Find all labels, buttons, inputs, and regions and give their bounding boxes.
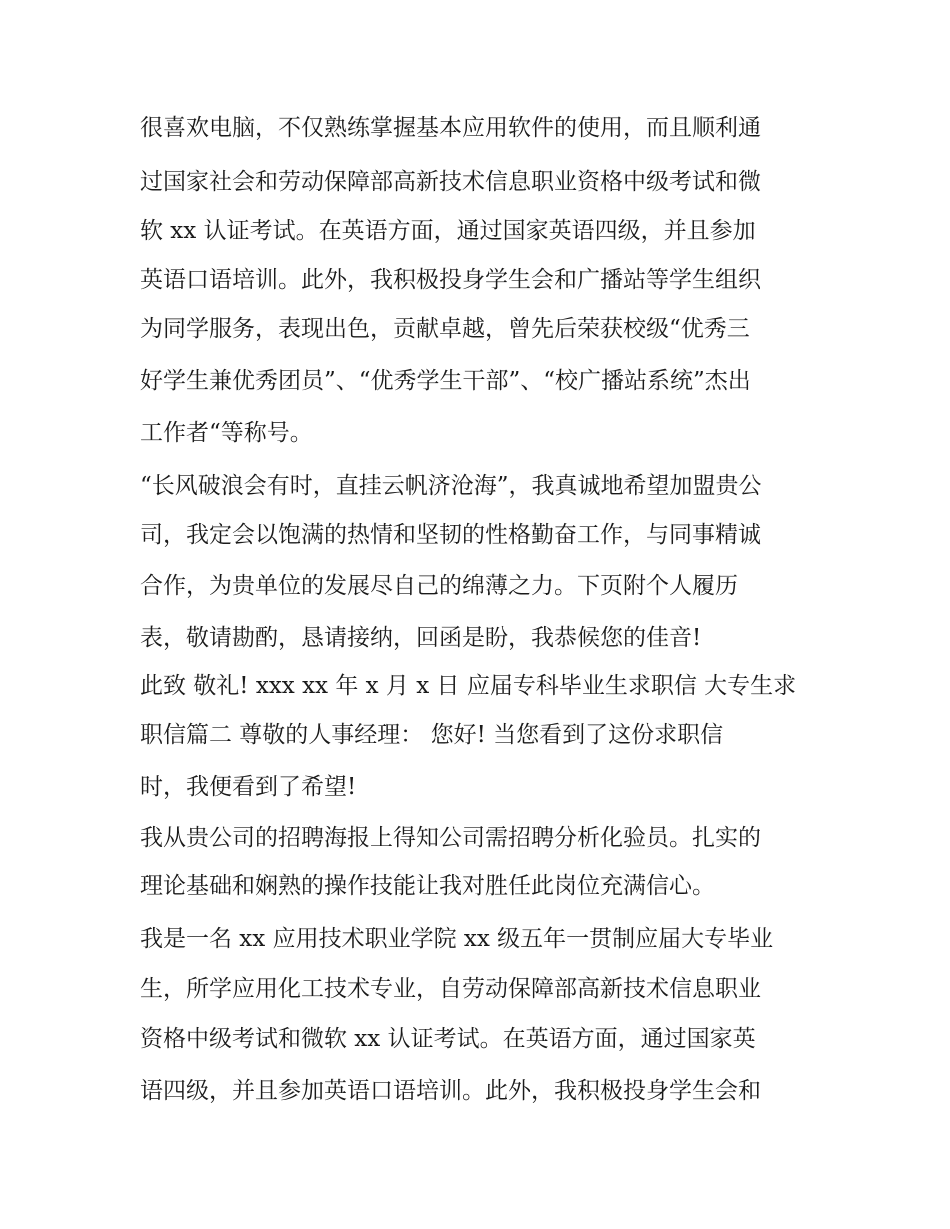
text-line-3: 软 xx 认证考试。在英语方面，通过国家英语四级，并且参加 (140, 218, 756, 244)
text-line-9: 司，我定会以饱满的热情和坚韧的性格勤奋工作，与同事精诚 (140, 522, 761, 548)
text-line-16: 理论基础和娴熟的操作技能让我对胜任此岗位充满信心。 (140, 873, 715, 899)
text-line-10: 合作，为贵单位的发展尽自己的绵薄之力。下页附个人履历 (140, 573, 738, 599)
text-line-7: 工作者“等称号。 (140, 420, 313, 446)
text-line-19: 资格中级考试和微软 xx 认证考试。在英语方面，通过国家英 (140, 1026, 756, 1052)
text-line-17: 我是一名 xx 应用技术职业学院 xx 级五年一贯制应届大专毕业 (140, 926, 774, 952)
text-line-18: 生，所学应用化工技术专业，自劳动保障部高新技术信息职业 (140, 976, 761, 1002)
text-line-20: 语四级，并且参加英语口语培训。此外，我积极投身学生会和 (140, 1078, 761, 1104)
text-line-1: 很喜欢电脑，不仅熟练掌握基本应用软件的使用，而且顺利通 (140, 115, 761, 141)
text-line-13: 职信篇二 尊敬的人事经理： 您好! 当您看到了这份求职信 (140, 722, 724, 748)
text-line-14: 时，我便看到了希望! (140, 774, 357, 800)
text-line-4: 英语口语培训。此外，我积极投身学生会和广播站等学生组织 (140, 267, 761, 293)
text-line-15: 我从贵公司的招聘海报上得知公司需招聘分析化验员。扎实的 (140, 825, 761, 851)
text-line-5: 为同学服务，表现出色，贡献卓越，曾先后荣获校级“优秀三 (140, 316, 750, 342)
text-line-6: 好学生兼优秀团员”、“优秀学生干部”、“校广播站系统”杰出 (140, 368, 751, 394)
text-line-11: 表，敬请勘酌，恳请接纳，回函是盼，我恭候您的佳音! (140, 625, 702, 651)
text-line-12: 此致 敬礼! xxx xx 年 x 月 x 日 应届专科毕业生求职信 大专生求 (140, 673, 797, 699)
text-line-8: “长风破浪会有时，直挂云帆济沧海”，我真诚地希望加盟贵公 (140, 473, 762, 499)
text-line-2: 过国家社会和劳动保障部高新技术信息职业资格中级考试和微 (140, 169, 761, 195)
